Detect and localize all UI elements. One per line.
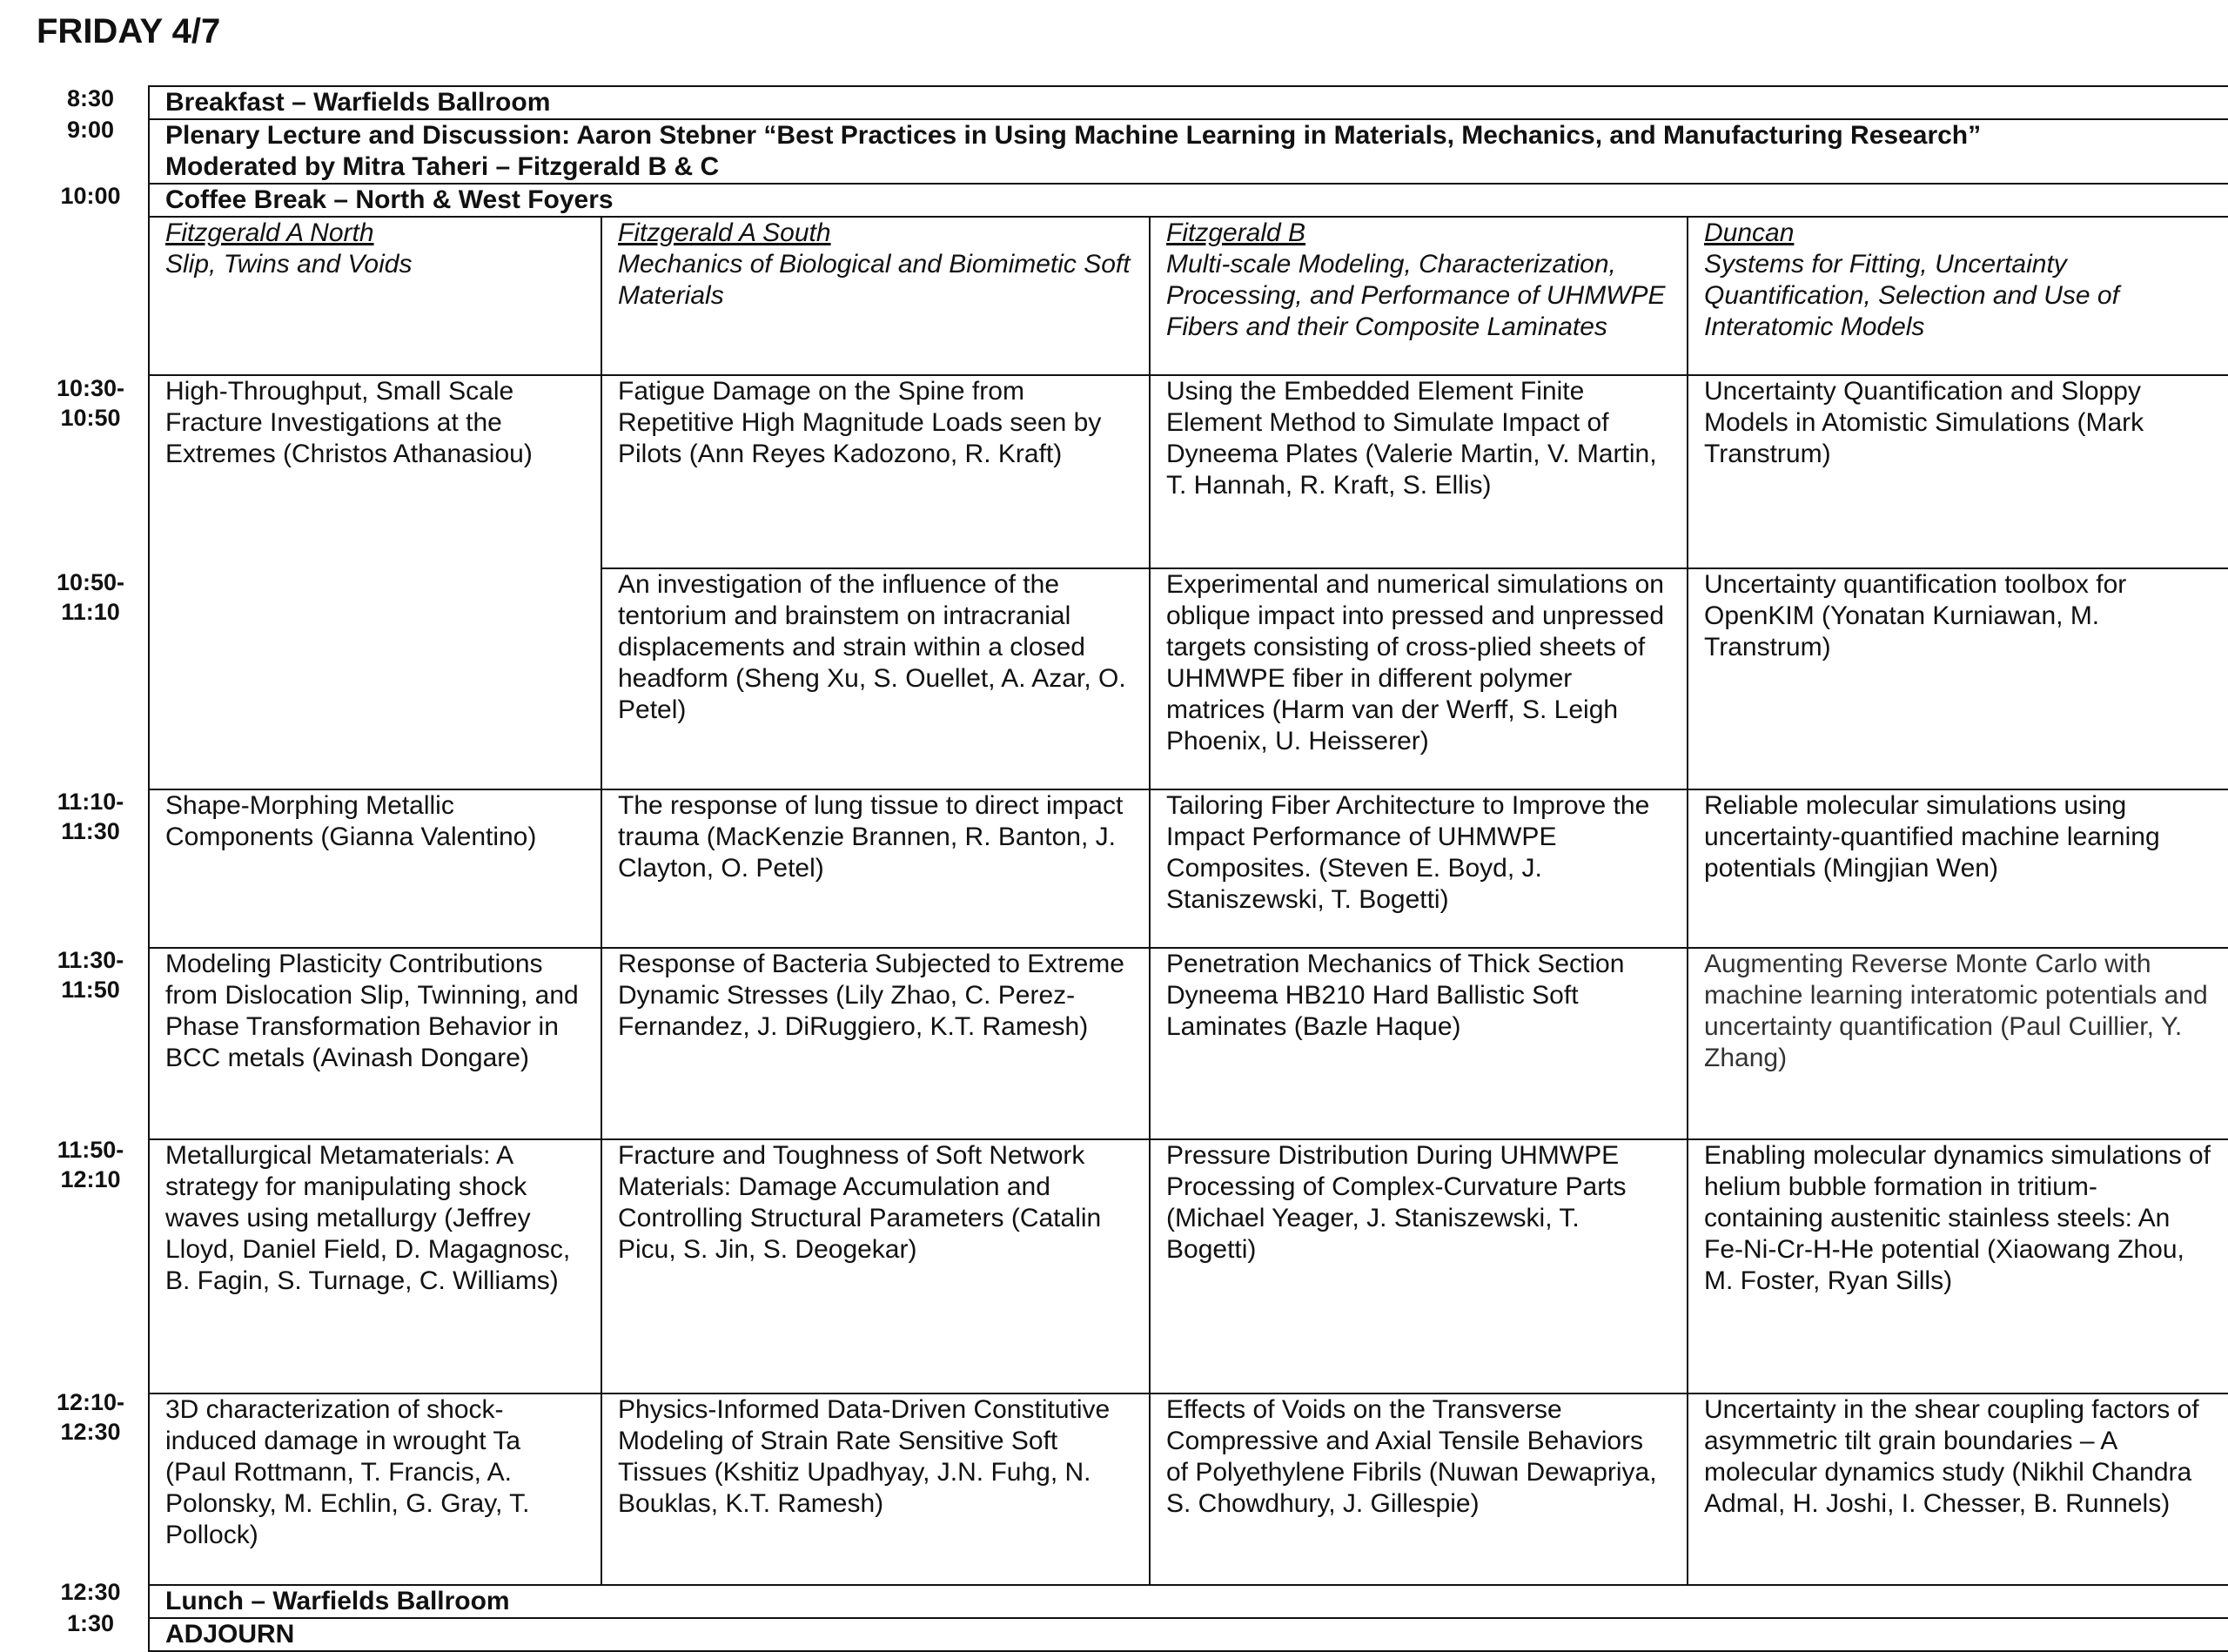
breakfast-cell: Breakfast – Warfields Ballroom [149, 86, 2228, 119]
session-cell: Uncertainty quantification toolbox for OpenKIM (Yonatan Kurniawan, M. Transtrum) [1688, 568, 2228, 789]
table-row [149, 789, 2228, 948]
table-row [149, 948, 2228, 1139]
room-header [149, 217, 601, 375]
session-cell: Modeling Plasticity Contributions from Dislocation Slip, Twinning, and Phase Transformation Behavior in BCC metals (Avinash Dongare) [149, 948, 601, 1139]
room-name: Fitzgerald A South [618, 218, 831, 247]
session-cell: Enabling molecular dynamics simulations of helium bubble formation in tritium-containing austenitic stainless steels: An Fe-Ni-Cr-H-He potential (Xiaowang Zhou, M. Foster, Ryan Sills) [1688, 1139, 2228, 1393]
room-header [1150, 217, 1688, 375]
schedule-table [148, 85, 2228, 1652]
time-label: 8:30 [66, 85, 115, 111]
lunch-cell: Lunch – Warfields Ballroom [149, 1585, 2228, 1618]
time-label: 11:50- 12:10 [57, 1137, 124, 1192]
session-cell: Augmenting Reverse Monte Carlo with machine learning interatomic potentials and uncertainty quantification (Paul Cuillier, Y. Zhang) [1688, 948, 2228, 1139]
session-cell: 3D characterization of shock-induced damage in wrought Ta (Paul Rottmann, T. Francis, A. Polonsky, M. Echlin, G. Gray, T. Pollock) [149, 1393, 601, 1585]
session-cell: Experimental and numerical simulations on oblique impact into pressed and unpressed targets consisting of cross-plied sheets of UHMWPE fiber in different polymer matrices (Harm van der Werff, S. Leigh Phoenix, U. Heisserer) [1150, 568, 1688, 789]
session-cell: High-Throughput, Small Scale Fracture Investigations at the Extremes (Christos Athanasiou) [149, 375, 601, 789]
table-row [149, 375, 2228, 568]
time-label: 1:30 [66, 1610, 115, 1636]
room-track: Multi-scale Modeling, Characterization, Processing, and Performance of UHMWPE Fibers and their Composite Laminates [1166, 250, 1666, 341]
session-cell: An investigation of the influence of the tentorium and brainstem on intracranial displacements and strain within a closed headform (Sheng Xu, S. Ouellet, A. Azar, O. Petel) [601, 568, 1150, 789]
room-header-row [149, 217, 2228, 375]
room-header [601, 217, 1150, 375]
page-title: FRIDAY 4/7 [37, 12, 221, 50]
session-cell: Reliable molecular simulations using uncertainty-quantified machine learning potentials (Mingjian Wen) [1688, 789, 2228, 948]
table-row [149, 1585, 2228, 1618]
adjourn-cell: ADJOURN [149, 1618, 2228, 1651]
time-label: 10:00 [60, 183, 121, 209]
table-row [149, 1618, 2228, 1651]
session-cell: The response of lung tissue to direct impact trauma (MacKenzie Brannen, R. Banton, J. Clayton, O. Petel) [601, 789, 1150, 948]
session-cell: Using the Embedded Element Finite Element Method to Simulate Impact of Dyneema Plates (Valerie Martin, V. Martin, T. Hannah, R. Kraft, S. Ellis) [1150, 375, 1688, 568]
time-label: 12:10- 12:30 [56, 1389, 125, 1445]
room-name: Fitzgerald A North [165, 218, 374, 247]
plenary-cell [149, 119, 2228, 184]
session-cell: Tailoring Fiber Architecture to Improve the Impact Performance of UHMWPE Composites. (Steven E. Boyd, J. Staniszewski, T. Bogetti) [1150, 789, 1688, 948]
table-row [149, 86, 2228, 119]
room-header [1688, 217, 2228, 375]
plenary-lecture: Plenary Lecture and Discussion: Aaron Stebner “Best Practices in Using Machine Learning in Materials, Mechanics, and Manufacturing Research” [165, 121, 1982, 150]
session-cell: Effects of Voids on the Transverse Compressive and Axial Tensile Behaviors of Polyethylene Fibrils (Nuwan Dewapriya, S. Chowdhury, J. Gillespie) [1150, 1393, 1688, 1585]
time-label: 11:30- 11:50 [57, 947, 124, 1003]
room-track: Systems for Fitting, Uncertainty Quantification, Selection and Use of Interatomic Models [1704, 250, 2119, 341]
session-cell: Penetration Mechanics of Thick Section Dyneema HB210 Hard Ballistic Soft Laminates (Bazle Haque) [1150, 948, 1688, 1139]
session-cell: Metallurgical Metamaterials: A strategy for manipulating shock waves using metallurgy (Jeffrey Lloyd, Daniel Field, D. Magagnosc, B. Fagin, S. Turnage, C. Williams) [149, 1139, 601, 1393]
session-cell: Uncertainty Quantification and Sloppy Models in Atomistic Simulations (Mark Transtrum) [1688, 375, 2228, 568]
time-label: 10:30- 10:50 [56, 375, 125, 431]
session-cell: Uncertainty in the shear coupling factors of asymmetric tilt grain boundaries – A molecular dynamics study (Nikhil Chandra Admal, H. Joshi, I. Chesser, B. Runnels) [1688, 1393, 2228, 1585]
time-label: 10:50- 11:10 [56, 569, 125, 625]
table-row [149, 1393, 2228, 1585]
session-cell: Pressure Distribution During UHMWPE Processing of Complex-Curvature Parts (Michael Yeager, J. Staniszewski, T. Bogetti) [1150, 1139, 1688, 1393]
room-track: Mechanics of Biological and Biomimetic Soft Materials [618, 250, 1131, 310]
time-label: 12:30 [60, 1579, 121, 1605]
table-row [149, 1139, 2228, 1393]
coffee-break-cell: Coffee Break – North & West Foyers [149, 184, 2228, 217]
room-track: Slip, Twins and Voids [165, 250, 413, 279]
table-row [149, 119, 2228, 184]
session-cell: Fatigue Damage on the Spine from Repetitive High Magnitude Loads seen by Pilots (Ann Reyes Kadozono, R. Kraft) [601, 375, 1150, 568]
session-cell: Fracture and Toughness of Soft Network Materials: Damage Accumulation and Controlling Structural Parameters (Catalin Picu, S. Jin, S. Deogekar) [601, 1139, 1150, 1393]
plenary-moderator: Moderated by Mitra Taheri – Fitzgerald B & C [165, 152, 720, 181]
session-cell: Shape-Morphing Metallic Components (Gianna Valentino) [149, 789, 601, 948]
session-cell: Response of Bacteria Subjected to Extreme Dynamic Stresses (Lily Zhao, C. Perez-Fernandez, J. DiRuggiero, K.T. Ramesh) [601, 948, 1150, 1139]
session-cell: Physics-Informed Data-Driven Constitutive Modeling of Strain Rate Sensitive Soft Tissues (Kshitiz Upadhyay, J.N. Fuhg, N. Bouklas, K.T. Ramesh) [601, 1393, 1150, 1585]
time-label: 11:10- 11:30 [57, 789, 124, 844]
time-label: 9:00 [66, 117, 115, 143]
room-name: Fitzgerald B [1166, 218, 1306, 247]
room-name: Duncan [1704, 218, 1795, 247]
table-row [149, 184, 2228, 217]
